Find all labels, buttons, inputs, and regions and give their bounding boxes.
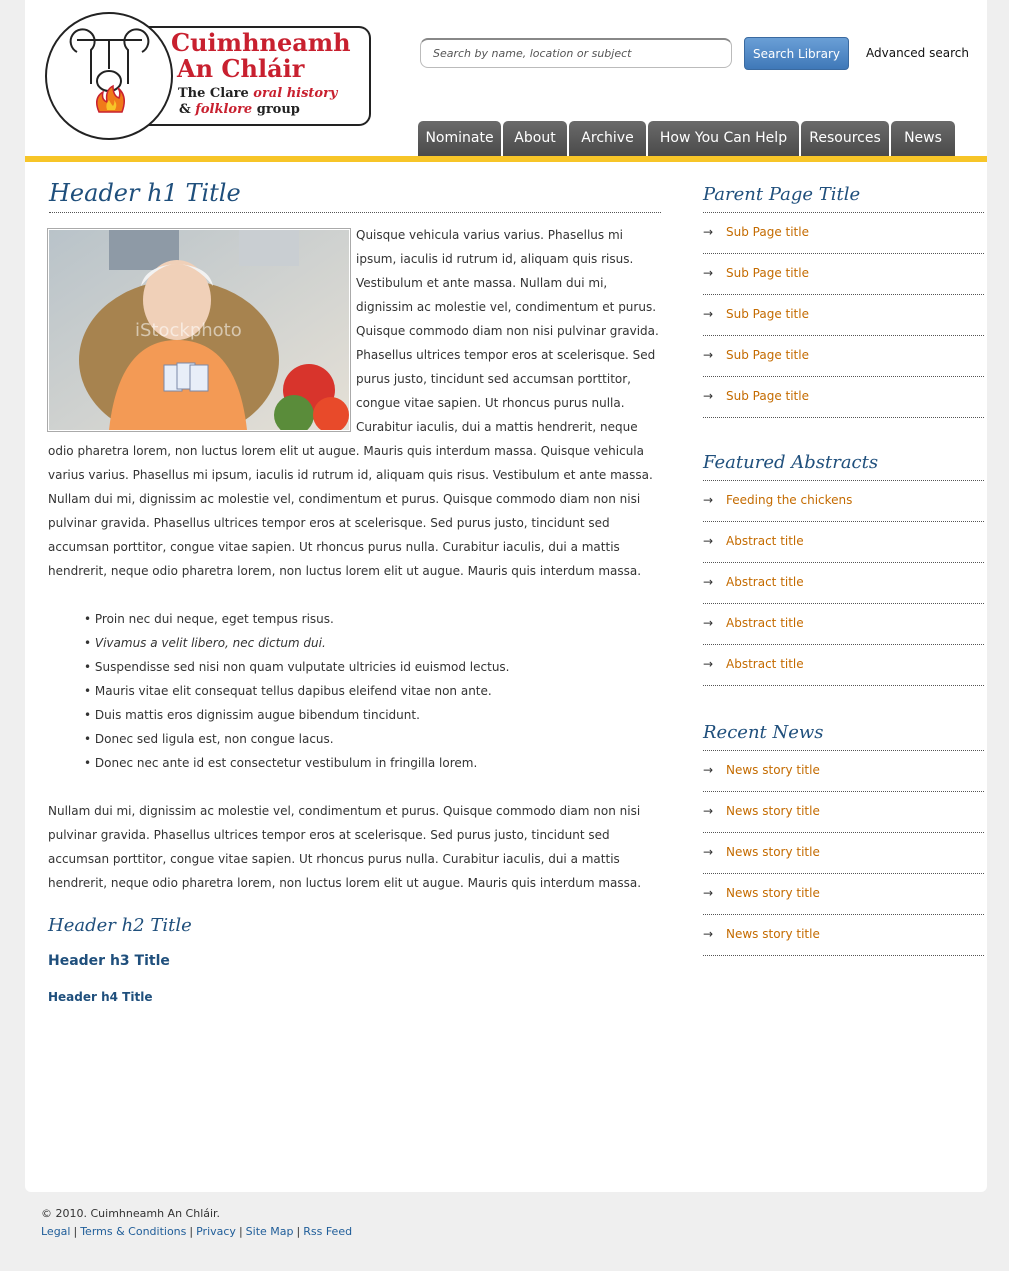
sidebar-item-label[interactable]: News story title (726, 845, 820, 859)
article-photo (47, 228, 351, 432)
list-item: • Duis mattis eros dignissim augue bibendum tincidunt. (84, 708, 420, 722)
arrow-right-icon: → (703, 575, 714, 589)
arrow-right-icon: → (703, 493, 714, 507)
header-accent-bar (25, 156, 987, 162)
list-item: • Donec nec ante id est consectetur vestibulum in fringilla lorem. (84, 756, 478, 770)
arrow-right-icon: → (703, 266, 714, 280)
list-item: • Suspendisse sed nisi non quam vulputate ultricies id euismod lectus. (84, 660, 510, 674)
tagline-text: The Clare (178, 86, 254, 101)
sidebar-abstracts-title: Featured Abstracts (703, 446, 984, 481)
sidebar-item-abstract[interactable] (703, 563, 984, 604)
page-title-h1: Header h1 Title (49, 176, 661, 213)
search-input[interactable] (420, 38, 732, 68)
arrow-right-icon: → (703, 389, 714, 403)
sidebar-item-news[interactable] (703, 833, 984, 874)
nav-item-news[interactable]: News (891, 121, 955, 156)
nav-item-resources[interactable]: Resources (801, 121, 889, 156)
footer-copyright: © 2010. Cuimhneamh An Chláir. (41, 1207, 221, 1220)
footer-separator: | (189, 1225, 194, 1238)
nav-item-archive[interactable]: Archive (569, 121, 646, 156)
sidebar-item-label[interactable]: News story title (726, 927, 820, 941)
body-paragraph-1: Quisque vehicula varius varius. Phasellus mi ipsum, iaculis id rutrum id, aliquam quis risus. Vestibulum et ante massa. Nullam dui mi, dignissim ac molestie vel, condimentum et purus. Quisque commodo diam non nisi pulvinar gravida. Phasellus ultrices tempor eros at scelerisque. Sed purus justo, tincidunt sed accumsan porttitor, congue vitae sapien. Ut rhoncus purus nulla. Curabitur iaculis, dui a mattis hendrerit, neque odio pharetra lorem, non luctus lorem elit ut augue. Mauris quis interdum massa. Quisque vehicula varius varius. Phasellus mi ipsum, iaculis id rutrum id, aliquam quis risus. Vestibulum et ante massa. Nullam dui mi, dignissim ac molestie vel, condimentum et purus. Quisque commodo diam non nisi pulvinar gravida. Phasellus ultrices tempor eros at scelerisque. Sed purus justo, tincidunt sed accumsan porttitor, congue vitae sapien. Ut rhoncus purus nulla. Curabitur iaculis, dui a mattis hendrerit, neque odio pharetra lorem, non luctus lorem elit ut augue. Mauris quis interdum massa. (48, 228, 659, 578)
sidebar-abstracts-list (703, 481, 984, 686)
sidebar-news-title: Recent News (703, 716, 984, 751)
tagline-text: group (252, 102, 300, 117)
sidebar-item-label[interactable]: News story title (726, 763, 820, 777)
sidebar-item-label[interactable]: Sub Page title (726, 225, 809, 239)
arrow-right-icon: → (703, 804, 714, 818)
page-heading-h3: Header h3 Title (48, 953, 170, 969)
arrow-right-icon: → (703, 616, 714, 630)
arrow-right-icon: → (703, 763, 714, 777)
footer-separator: | (73, 1225, 78, 1238)
sidebar-item-label[interactable]: Sub Page title (726, 266, 809, 280)
arrow-right-icon: → (703, 657, 714, 671)
nav-item-how-you-can-help[interactable]: How You Can Help (648, 121, 799, 156)
list-item: • Proin nec dui neque, eget tempus risus. (84, 612, 334, 626)
nav-item-about[interactable]: About (503, 121, 567, 156)
page-heading-h2: Header h2 Title (48, 915, 192, 936)
sidebar-item-sub-page[interactable] (703, 213, 984, 254)
page-container (25, 0, 987, 1192)
sidebar-item-news[interactable] (703, 792, 984, 833)
elderly-woman-photo (49, 230, 349, 430)
tagline-text: & (179, 102, 196, 117)
arrow-right-icon: → (703, 348, 714, 362)
sidebar-item-abstract[interactable] (703, 522, 984, 563)
arrow-right-icon: → (703, 886, 714, 900)
list-item: • Donec sed ligula est, non congue lacus. (84, 732, 334, 746)
footer-separator: | (296, 1225, 301, 1238)
sidebar-item-label[interactable]: Sub Page title (726, 348, 809, 362)
nav-item-nominate[interactable]: Nominate (418, 121, 501, 156)
sidebar-item-label[interactable]: Sub Page title (726, 389, 809, 403)
sidebar-news-section (703, 716, 984, 956)
arrow-right-icon: → (703, 534, 714, 548)
search-library-button[interactable]: Search Library (744, 37, 849, 70)
sidebar-parent-list (703, 213, 984, 418)
sidebar-news-list (703, 751, 984, 956)
footer-link-sitemap[interactable]: Site Map (245, 1225, 294, 1238)
arrow-right-icon: → (703, 307, 714, 321)
footer-separator: | (238, 1225, 243, 1238)
logo-emblem (45, 12, 173, 140)
footer-links (41, 1225, 352, 1238)
sidebar-item-news[interactable] (703, 751, 984, 792)
footer-link-legal[interactable]: Legal (41, 1225, 71, 1238)
sidebar-parent-section (703, 178, 984, 418)
sidebar-item-label[interactable]: Sub Page title (726, 307, 809, 321)
bullet-list (84, 607, 660, 775)
sidebar-item-label[interactable]: Feeding the chickens (726, 493, 853, 507)
sidebar-item-label[interactable]: News story title (726, 804, 820, 818)
arrow-right-icon: → (703, 927, 714, 941)
logo-tagline-line2 (179, 102, 300, 118)
sidebar-item-label[interactable]: Abstract title (726, 534, 804, 548)
sidebar-item-news[interactable] (703, 874, 984, 915)
list-item: • Mauris vitae elit consequat tellus dapibus eleifend vitae non ante. (84, 684, 492, 698)
sidebar-item-sub-page[interactable] (703, 254, 984, 295)
body-paragraph-2: Nullam dui mi, dignissim ac molestie vel, condimentum et purus. Quisque commodo diam non nisi pulvinar gravida. Phasellus ultrices tempor eros at scelerisque. Sed purus justo, tincidunt sed accumsan porttitor, congue vitae sapien. Ut rhoncus purus nulla. Curabitur iaculis, dui a mattis hendrerit, neque odio pharetra lorem, non luctus lorem elit ut augue. Mauris quis interdum massa. (48, 804, 642, 890)
sidebar-item-abstract[interactable] (703, 481, 984, 522)
pot-fire-icon (47, 14, 171, 138)
footer-link-privacy[interactable]: Privacy (196, 1225, 236, 1238)
advanced-search-link[interactable]: Advanced search (866, 46, 969, 60)
footer-link-terms[interactable]: Terms & Conditions (80, 1225, 187, 1238)
sidebar-parent-title: Parent Page Title (703, 178, 984, 213)
list-item: • Vivamus a velit libero, nec dictum dui. (84, 636, 326, 650)
arrow-right-icon: → (703, 845, 714, 859)
logo-name-line2: An Chláir (177, 54, 305, 83)
logo-name-line1: Cuimhneamh (171, 28, 351, 57)
sidebar-item-abstract[interactable] (703, 604, 984, 645)
sidebar-item-abstract[interactable] (703, 645, 984, 686)
sidebar-item-label[interactable]: Abstract title (726, 616, 804, 630)
site-logo[interactable] (45, 12, 375, 142)
sidebar-item-news[interactable] (703, 915, 984, 956)
arrow-right-icon: → (703, 225, 714, 239)
sidebar-abstracts-section (703, 446, 984, 686)
tagline-emphasis: folklore (195, 102, 253, 117)
main-nav (418, 121, 955, 156)
page-heading-h4: Header h4 Title (48, 990, 153, 1004)
sidebar-item-sub-page[interactable] (703, 295, 984, 336)
logo-tagline-line1 (178, 86, 337, 102)
tagline-emphasis: oral history (253, 86, 338, 101)
sidebar-item-sub-page[interactable] (703, 336, 984, 377)
sidebar-item-label[interactable]: News story title (726, 886, 820, 900)
photo-watermark: iStockphoto (135, 320, 242, 341)
sidebar-item-sub-page[interactable] (703, 377, 984, 418)
footer-link-rss[interactable]: Rss Feed (303, 1225, 353, 1238)
sidebar-item-label[interactable]: Abstract title (726, 657, 804, 671)
sidebar-item-label[interactable]: Abstract title (726, 575, 804, 589)
